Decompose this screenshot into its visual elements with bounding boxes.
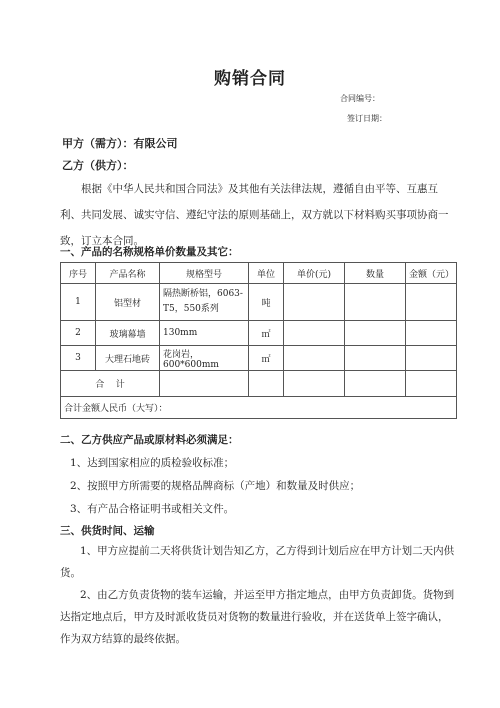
document-title: 购销合同 [214,69,286,89]
table-cell [406,371,457,397]
table-row [61,284,457,321]
table-cell [284,321,345,346]
table-cell: ㎡ [249,321,284,346]
header-cell: 规格型号 [160,263,249,284]
table-cell: 吨 [249,284,284,321]
table-cell: 130mm [160,321,249,346]
table-cell [406,346,457,371]
table-cell [160,371,249,397]
party-a: 甲方（需方）：有限公司 [62,137,178,150]
total-label: 合 计 [61,371,160,397]
section-2-heading: 二、乙方供应产品或原材料必须满足： [60,434,239,446]
table-cell: 隔热断桥铝，6063-T5，550系列 [160,284,249,321]
table-row [61,346,457,371]
table-header-row [61,263,457,284]
table-cell [406,321,457,346]
sign-date-label: 签订日期： [347,114,387,123]
header-cell: 序号 [61,263,96,284]
preamble [60,176,456,254]
preamble-text: 根据《中华人民共和国合同法》及其他有关法律法规，遵循自由平等、互惠互利、共同发展、诚实守信、遵纪守法的原则基础上，双方就以下材料购买事项协商一致，订立本合同。 [60,183,449,247]
table-row [61,321,457,346]
table-cell [284,346,345,371]
table-cell: 花岗岩，600*600mm [160,346,249,371]
table-cell: 玻璃幕墙 [96,321,160,346]
section-3-heading: 三、供货时间、运输 [60,525,155,537]
table-cell: 1 [61,284,96,321]
delivery-clause-1: 1、甲方应提前二天将供货计划告知乙方，乙方得到计划后应在甲方计划二天内供货。 [60,545,455,579]
table-amount-words-row [61,397,457,419]
section-3-body [60,540,458,650]
table-cell: 铝型材 [96,284,160,321]
requirement-item: 2、按照甲方所需要的规格品牌商标（产地）和数量及时供应； [70,480,361,492]
table-cell [345,346,406,371]
contract-number-label: 合同编号： [340,94,380,103]
amount-words-label: 合计金额人民币（大写）： [61,397,457,419]
table-cell [249,371,284,397]
table-total-row [61,371,457,397]
table-cell: ㎡ [249,346,284,371]
party-b: 乙方（供方）： [62,159,134,172]
table-cell [284,284,345,321]
table-cell [345,321,406,346]
table-cell [406,284,457,321]
header-cell: 单位 [249,263,284,284]
header-cell: 金额（元） [406,263,457,284]
delivery-clause-2: 2、由乙方负责货物的装车运输，并运至甲方指定地点，由甲方负责卸货。货物到达指定地点后，甲方及时派收货员对货物的数量进行验收，并在送货单上签字确认，作为双方结算的最终依据。 [60,589,455,645]
header-cell: 数量 [345,263,406,284]
header-cell: 单价(元) [284,263,345,284]
table-cell: 3 [61,346,96,371]
section-1-heading: 一、产品的名称规格单价数量及其它： [60,246,239,258]
requirement-item: 1、达到国家相应的质检验收标准； [70,457,235,469]
table-cell: 2 [61,321,96,346]
header-cell: 产品名称 [96,263,160,284]
table-cell [345,371,406,397]
requirement-item: 3、有产品合格证明书或相关文件。 [70,503,235,515]
table-cell [345,284,406,321]
table-cell: 大理石地砖 [96,346,160,371]
product-table [60,262,457,419]
table-cell [284,371,345,397]
